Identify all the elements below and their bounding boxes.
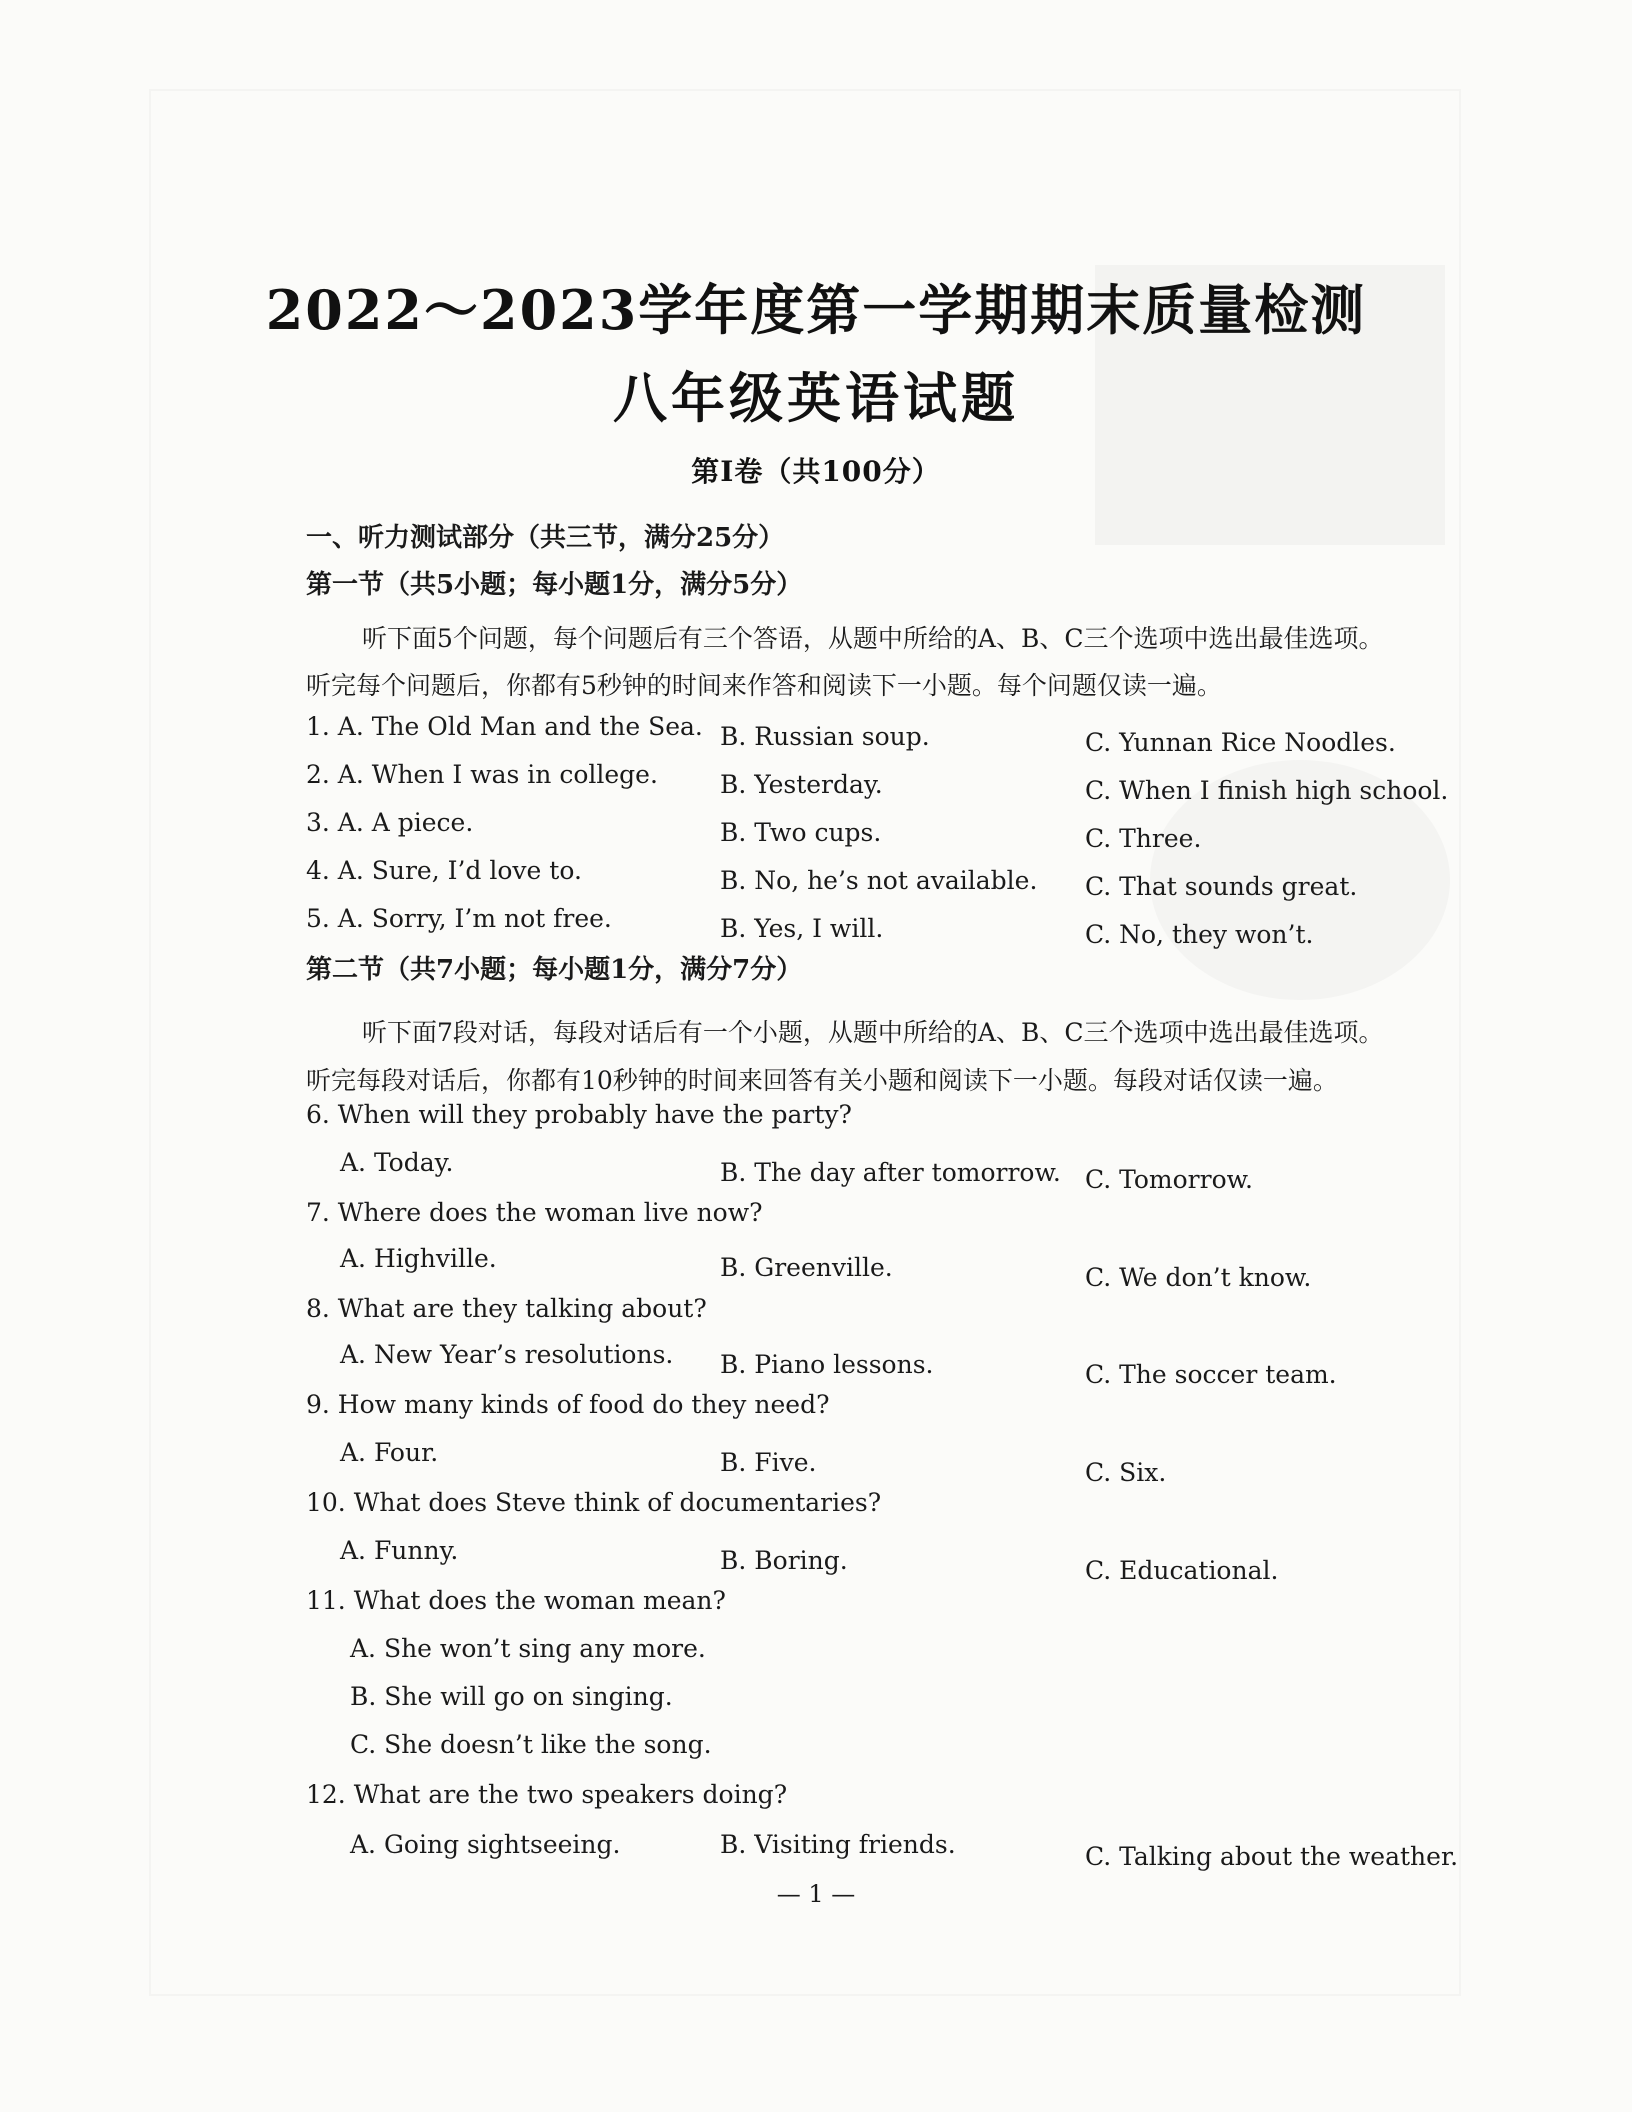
exam-subtitle: 八年级英语试题 xyxy=(613,366,1019,430)
q11-option-a: A. She won’t sing any more. xyxy=(350,1634,706,1663)
q9-stem: 9. How many kinds of food do they need? xyxy=(306,1390,830,1419)
volume-label: 第Ⅰ卷（共100分） xyxy=(691,455,941,488)
q4-option-a: 4. A. Sure, I’d love to. xyxy=(306,856,582,885)
q8-option-b: B. Piano lessons. xyxy=(720,1350,934,1379)
q12-stem: 12. What are the two speakers doing? xyxy=(306,1780,788,1809)
part1-heading: 一、听力测试部分（共三节，满分25分） xyxy=(306,523,785,553)
q1-option-b: B. Russian soup. xyxy=(720,722,930,751)
q3-option-a: 3. A. A piece. xyxy=(306,808,474,837)
q11-option-b: B. She will go on singing. xyxy=(350,1682,673,1711)
q9-option-b: B. Five. xyxy=(720,1448,817,1477)
q10-option-c: C. Educational. xyxy=(1085,1556,1279,1585)
q8-stem: 8. What are they talking about? xyxy=(306,1294,707,1323)
q12-option-c: C. Talking about the weather. xyxy=(1085,1842,1459,1871)
q7-option-a: A. Highville. xyxy=(340,1244,497,1273)
q12-option-b: B. Visiting friends. xyxy=(720,1830,956,1859)
q1-option-a: 1. A. The Old Man and the Sea. xyxy=(306,712,703,741)
q11-option-c: C. She doesn’t like the song. xyxy=(350,1730,712,1759)
q3-option-c: C. Three. xyxy=(1085,824,1202,853)
q5-option-a: 5. A. Sorry, I’m not free. xyxy=(306,904,612,933)
q5-option-c: C. No, they won’t. xyxy=(1085,920,1314,949)
exam-title: 2022～2023学年度第一学期期末质量检测 xyxy=(265,278,1367,342)
section1-heading: 第一节（共5小题；每小题1分，满分5分） xyxy=(306,570,803,600)
q4-option-b: B. No, he’s not available. xyxy=(720,866,1038,895)
q6-stem: 6. When will they probably have the party? xyxy=(306,1100,852,1129)
q9-option-c: C. Six. xyxy=(1085,1458,1167,1487)
q6-option-b: B. The day after tomorrow. xyxy=(720,1158,1061,1187)
q2-option-c: C. When I finish high school. xyxy=(1085,776,1449,805)
q6-option-c: C. Tomorrow. xyxy=(1085,1165,1254,1194)
q10-option-b: B. Boring. xyxy=(720,1546,848,1575)
section2-instruction-1: 听下面7段对话，每段对话后有一个小题，从题中所给的A、B、C三个选项中选出最佳选项。 xyxy=(362,1018,1384,1047)
section2-instruction-2: 听完每段对话后，你都有10秒钟的时间来回答有关小题和阅读下一小题。每段对话仅读一遍。 xyxy=(306,1066,1338,1095)
q3-option-b: B. Two cups. xyxy=(720,818,882,847)
q9-option-a: A. Four. xyxy=(340,1438,439,1467)
q11-stem: 11. What does the woman mean? xyxy=(306,1586,726,1615)
q1-option-c: C. Yunnan Rice Noodles. xyxy=(1085,728,1396,757)
section2-heading: 第二节（共7小题；每小题1分，满分7分） xyxy=(306,955,803,985)
q4-option-c: C. That sounds great. xyxy=(1085,872,1358,901)
q7-option-b: B. Greenville. xyxy=(720,1253,893,1282)
q10-stem: 10. What does Steve think of documentaries? xyxy=(306,1488,882,1517)
q8-option-a: A. New Year’s resolutions. xyxy=(340,1340,674,1369)
q10-option-a: A. Funny. xyxy=(340,1536,459,1565)
page-number: — 1 — xyxy=(776,1880,856,1908)
q12-option-a: A. Going sightseeing. xyxy=(350,1830,621,1859)
q8-option-c: C. The soccer team. xyxy=(1085,1360,1337,1389)
q2-option-b: B. Yesterday. xyxy=(720,770,883,799)
q2-option-a: 2. A. When I was in college. xyxy=(306,760,658,789)
q7-option-c: C. We don’t know. xyxy=(1085,1263,1312,1292)
q6-option-a: A. Today. xyxy=(340,1148,454,1177)
section1-instruction-2: 听完每个问题后，你都有5秒钟的时间来作答和阅读下一小题。每个问题仅读一遍。 xyxy=(306,671,1222,700)
q5-option-b: B. Yes, I will. xyxy=(720,914,884,943)
q7-stem: 7. Where does the woman live now? xyxy=(306,1198,763,1227)
section1-instruction-1: 听下面5个问题，每个问题后有三个答语，从题中所给的A、B、C三个选项中选出最佳选项。 xyxy=(362,624,1384,653)
